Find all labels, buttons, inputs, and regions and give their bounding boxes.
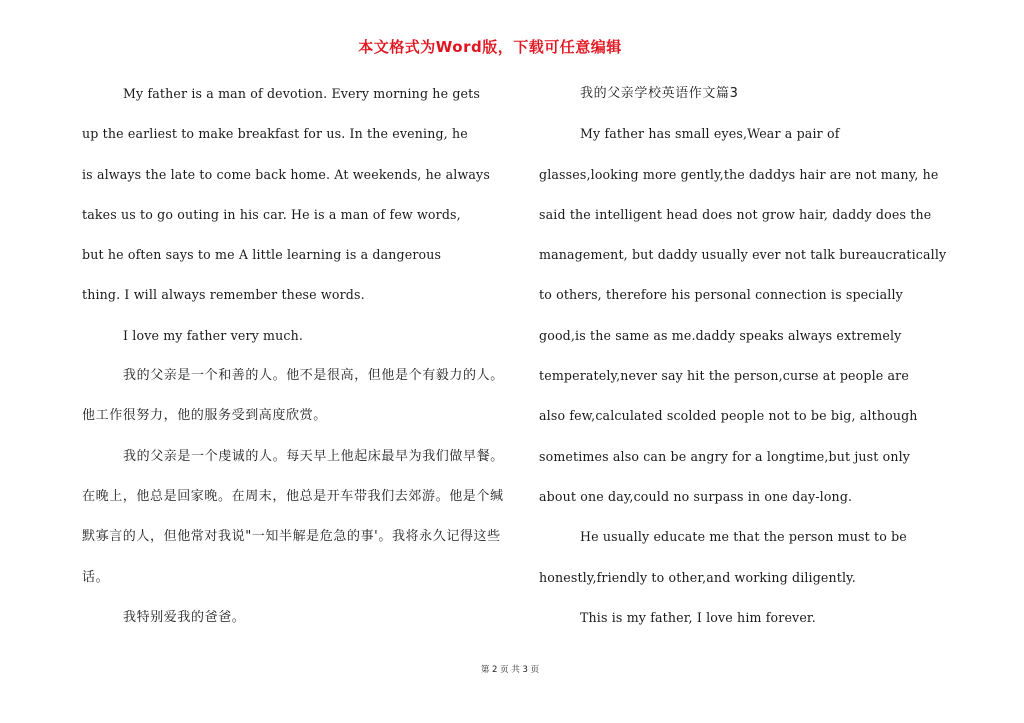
paragraph-line: 我特别爱我的爸爸。	[123, 609, 246, 625]
right-column	[539, 82, 957, 646]
paragraph-line: 他工作很努力，他的服务受到高度欣赏。	[82, 408, 327, 424]
paragraph-line: also few,calculated scolded people not to be big, although	[539, 408, 918, 424]
paragraph-line: 默寡言的人，但他常对我说"一知半解是危急的事'。我将永久记得这些	[82, 529, 501, 545]
paragraph-line: I love my father very much.	[123, 327, 304, 343]
paragraph-line: 在晚上，他总是回家晚。在周末，他总是开车带我们去郊游。他是个缄	[82, 488, 504, 504]
paragraph-line: This is my father, I love him forever.	[580, 609, 816, 625]
paragraph-line: takes us to go outing in his car. He is a man of few words,	[82, 206, 461, 222]
paragraph-line: about one day,could no surpass in one day-long.	[539, 488, 853, 504]
paragraph-line: temperately,never say hit the person,curse at people are	[539, 368, 909, 384]
section-heading: 我的父亲学校英语作文篇3	[580, 86, 739, 101]
paragraph-line: but he often says to me A little learning is a dangerous	[82, 247, 442, 263]
paragraph-line: to others, therefore his personal connection is specially	[539, 287, 903, 303]
page-number: 第 2 页 共 3 页	[480, 665, 540, 675]
paragraph-line: glasses,looking more gently,the daddys hair are not many, he	[539, 166, 939, 182]
download-banner: 本文格式为Word版，下载可任意编辑	[358, 38, 622, 56]
left-column	[82, 82, 502, 646]
paragraph-line: honestly,friendly to other,and working diligently.	[539, 569, 856, 585]
paragraph-line: is always the late to come back home. At weekends, he always	[82, 166, 490, 182]
paragraph-line: My father is a man of devotion. Every morning he gets	[123, 86, 480, 101]
paragraph-line: He usually educate me that the person must to be	[580, 529, 907, 545]
paragraph-line: management, but daddy usually ever not talk bureaucratically	[539, 247, 947, 263]
paragraph-line: sometimes also can be angry for a longtime,but just only	[539, 448, 911, 464]
paragraph-line: My father has small eyes,Wear a pair of	[580, 126, 840, 142]
paragraph-line: good,is the same as me.daddy speaks always extremely	[539, 327, 902, 343]
paragraph-line: 我的父亲是一个和善的人。他不是很高，但他是个有毅力的人。	[123, 368, 504, 384]
paragraph-line: said the intelligent head does not grow hair, daddy does the	[539, 206, 932, 222]
paragraph-line: 我的父亲是一个虔诚的人。每天早上他起床最早为我们做早餐。	[123, 448, 504, 464]
paragraph-line: 话。	[82, 569, 110, 585]
paragraph-line: thing. I will always remember these words.	[82, 287, 365, 303]
paragraph-line: up the earliest to make breakfast for us. In the evening, he	[82, 126, 468, 142]
